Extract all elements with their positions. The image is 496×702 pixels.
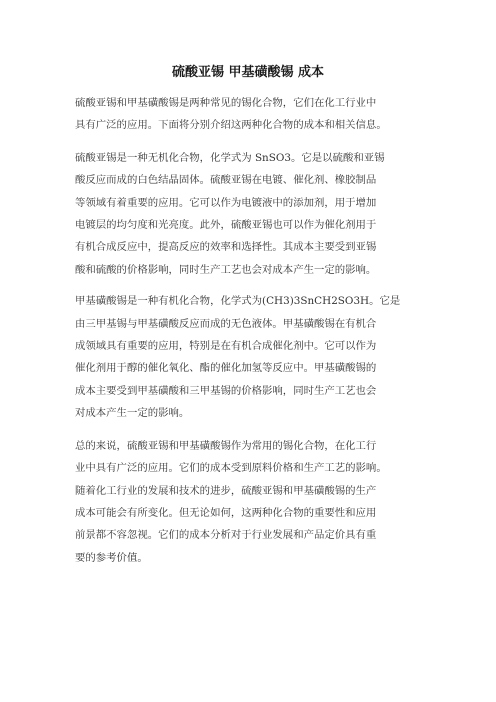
paragraph-intro: 硫酸亚锡和甲基磺酸锡是两种常见的锡化合物，它们在化工行业中 具有广泛的应用。下面将分别介绍这两种化合物的成本和相关信息。 <box>75 97 387 132</box>
document-title: 硫酸亚锡 甲基磺酸锡 成本 <box>171 65 325 80</box>
paragraph-summary: 总的来说，硫酸亚锡和甲基磺酸锡作为常用的锡化合物，在化工行 业中具有广泛的应用。它们的成本受到原料价格和生产工艺的影响。 随着化工行业的发展和技术的进步，硫酸亚锡和甲基磺酸锡的生产 成本可能会有所变化。但无论如何，这两种化合物的重要性和应用 前景都不容忽视。它们的成本分析对于行业发展和产品定价具有重 要的参考价值。 <box>75 439 387 564</box>
document-body <box>75 92 435 577</box>
paragraph-stannous-sulfate: 硫酸亚锡是一种无机化合物，化学式为 SnSO3。它是以硫酸和亚锡 酸反应而成的白色结晶固体。硫酸亚锡在电镀、催化剂、橡胶制品 等领域有着重要的应用。它可以作为电镀液中的添加剂，用于增加 电镀层的均匀度和光亮度。此外，硫酸亚锡也可以作为催化剂用于 有机合成反应中，提高反应的效率和选择性。其成本主要受到亚锡 酸和硫酸的价格影响，同时生产工艺也会对成本产生一定的影响。 <box>75 151 385 276</box>
paragraph-tin-methanesulfonate: 甲基磺酸锡是一种有机化合物，化学式为(CH3)3SnCH2SO3H。它是 由三甲基锡与甲基磺酸反应而成的无色液体。甲基磺酸锡在有机合 成领域具有重要的应用，特别是在有机合成催化剂中。它可以作为 催化剂用于醇的催化氧化、酯的催化加氢等反应中。甲基磺酸锡的 成本主要受到甲基磺酸和三甲基锡的价格影响，同时生产工艺也会 对成本产生一定的影响。 <box>75 295 401 420</box>
